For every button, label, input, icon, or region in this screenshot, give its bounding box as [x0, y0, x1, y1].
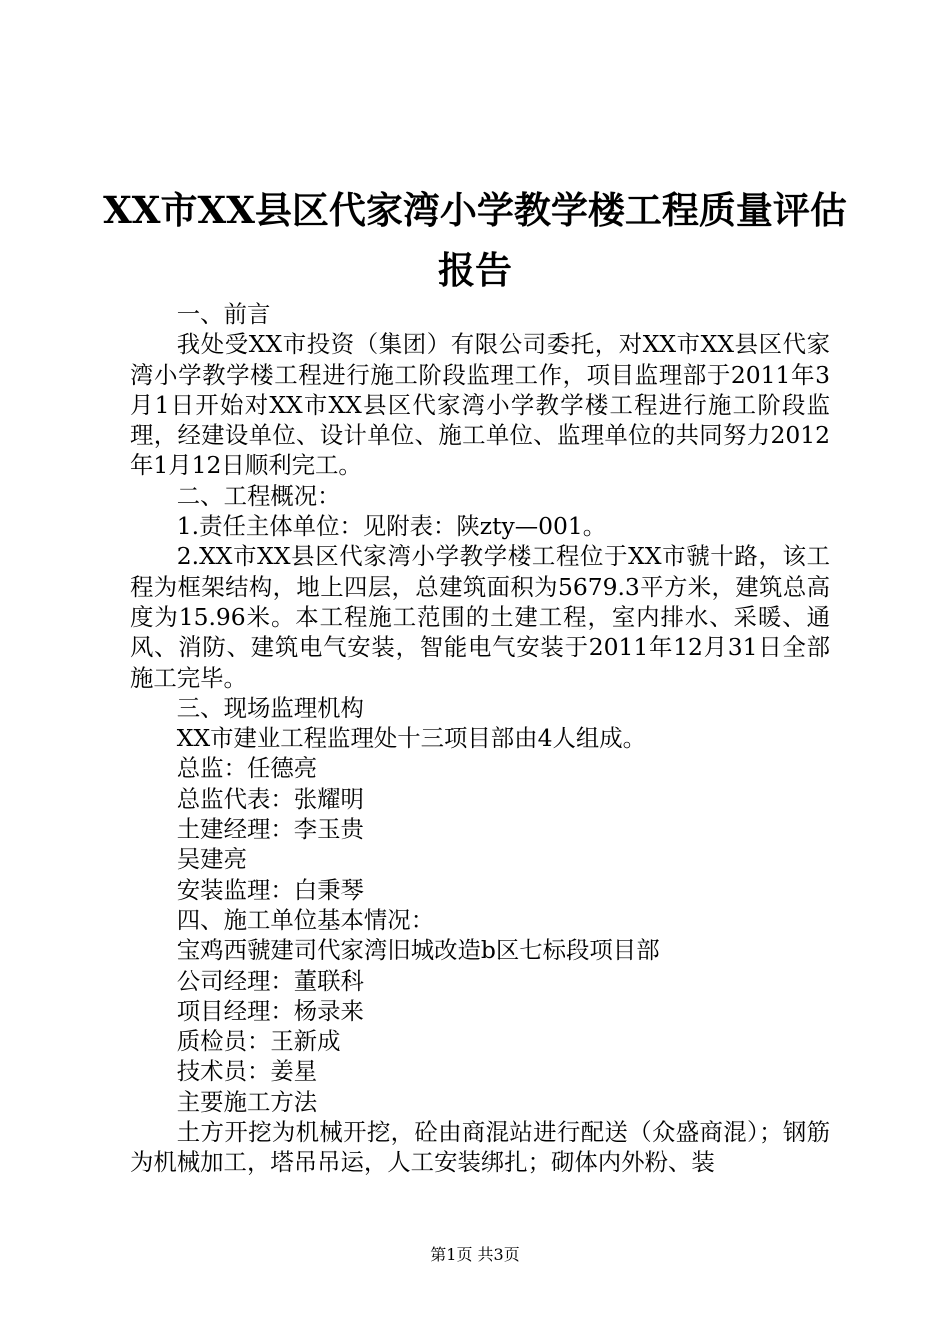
section-heading-supervision: 三、现场监理机构: [176, 693, 364, 722]
document-title-line-2: 报告: [438, 248, 512, 292]
document-title-line-1: XX市XX县区代家湾小学教学楼工程质量评估: [103, 188, 847, 232]
section-heading-overview: 二、工程概况：: [176, 481, 341, 510]
line-civil-manager: 土建经理：李玉贵: [176, 815, 364, 844]
line-chief-representative: 总监代表：张耀明: [176, 784, 364, 813]
document-body: [130, 299, 830, 1178]
line-technician: 技术员：姜星: [176, 1057, 318, 1086]
paragraph-methods: 土方开挖为机械开挖，砼由商混站进行配送（众盛商混）；钢筋为机械加工，塔吊吊运，人工安装绑扎；砌体内外粉、装: [130, 1118, 830, 1177]
paragraph-overview-2: 2.XX市XX县区代家湾小学教学楼工程位于XX市虢十路，该工程为框架结构，地上四层，总建筑面积为5679.3平方米，建筑总高度为15.96米。本工程施工范围的土建工程，室内排水、采暖、通风、消防、建筑电气安装，智能电气安装于2011年12月31日全部施工完毕。: [130, 542, 830, 692]
paragraph-supervision-team: XX市建业工程监理处十三项目部由4人组成。: [176, 724, 647, 753]
line-quality-inspector: 质检员：王新成: [176, 1027, 341, 1056]
paragraph-preface: 我处受XX市投资（集团）有限公司委托，对XX市XX县区代家湾小学教学楼工程进行施工阶段监理工作，项目监理部于2011年3月1日开始对XX市XX县区代家湾小学教学楼工程进行施工阶段监理，经建设单位、设计单位、施工单位、监理单位的共同努力2012年1月12日顺利完工。: [130, 330, 830, 480]
paragraph-overview-1: 1.责任主体单位：见附表：陕zty—001。: [176, 512, 607, 541]
section-heading-contractor: 四、施工单位基本情况：: [176, 905, 435, 934]
line-installation-supervisor: 安装监理：白秉琴: [176, 875, 364, 904]
line-contractor-department: 宝鸡西虢建司代家湾旧城改造b区七标段项目部: [176, 936, 660, 965]
section-heading-preface: 一、前言: [176, 300, 271, 328]
line-company-manager: 公司经理：董联科: [176, 966, 364, 995]
line-project-manager: 项目经理：杨录来: [176, 996, 364, 1025]
section-heading-methods: 主要施工方法: [176, 1087, 318, 1116]
line-chief-supervisor: 总监：任德亮: [176, 754, 318, 783]
line-civil-manager-2: 吴建亮: [176, 845, 247, 874]
page-footer: 第1页 共3页: [430, 1245, 520, 1264]
